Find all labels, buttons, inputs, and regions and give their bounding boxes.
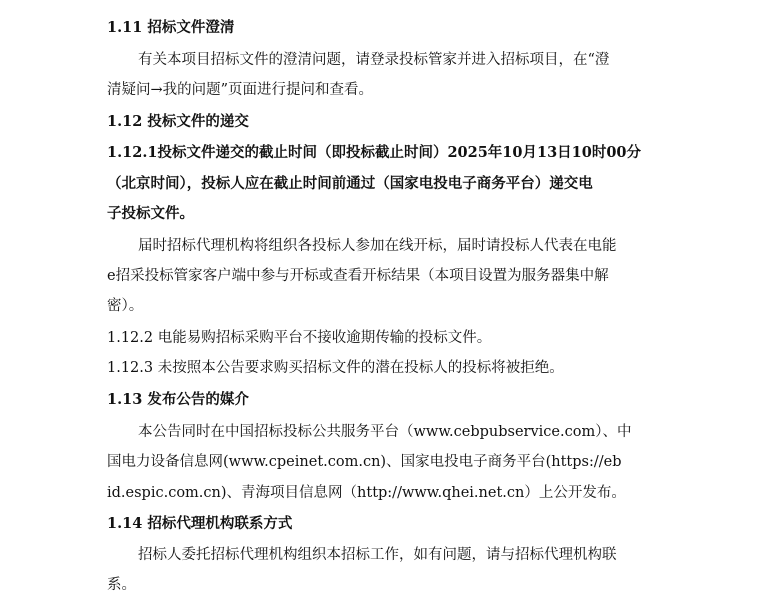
clause-1-12-1-line: 1.12.1投标文件递交的截止时间（即投标截止时间）2025年10月13日10时00分: [107, 144, 642, 161]
clause-1-12-1-line: 子投标文件。: [107, 205, 194, 222]
paragraph-line: 国电力设备信息网(www.cpeinet.com.cn)、国家电投电子商务平台(https://eb: [107, 454, 622, 470]
clause-1-12-1-line: （北京时间），投标人应在截止时间前通过（国家电投电子商务平台）递交电: [107, 175, 593, 192]
paragraph-line: 本公告同时在中国招标投标公共服务平台（www.cebpubservice.com）、中: [138, 424, 632, 440]
clause-1-12-2: 1.12.2 电能易购招标采购平台不接收逾期传输的投标文件。: [107, 330, 492, 346]
paragraph-line: id.espic.com.cn)、青海项目信息网（http://www.qhei.net.cn）上公开发布。: [107, 485, 626, 501]
paragraph-line: 清疑问→我的问题”页面进行提问和查看。: [107, 82, 374, 98]
paragraph-line: 有关本项目招标文件的澄清问题，请登录投标管家并进入招标项目，在“澄: [138, 52, 610, 68]
heading-1-13: 1.13 发布公告的媒介: [107, 391, 249, 408]
heading-1-14: 1.14 招标代理机构联系方式: [107, 515, 293, 532]
paragraph-line: 密）。: [107, 298, 144, 314]
heading-1-11: 1.11 招标文件澄清: [107, 19, 235, 36]
clause-1-12-3: 1.12.3 未按照本公告要求购买招标文件的潜在投标人的投标将被拒绝。: [107, 360, 564, 376]
heading-1-12: 1.12 投标文件的递交: [107, 113, 249, 130]
paragraph-line: 系。: [107, 577, 136, 593]
paragraph-line: 招标人委托招标代理机构组织本招标工作，如有问题，请与招标代理机构联: [138, 547, 617, 563]
paragraph-line: e招采投标管家客户端中参与开标或查看开标结果（本项目设置为服务器集中解: [107, 268, 609, 284]
paragraph-line: 届时招标代理机构将组织各投标人参加在线开标，届时请投标人代表在电能: [138, 238, 617, 254]
